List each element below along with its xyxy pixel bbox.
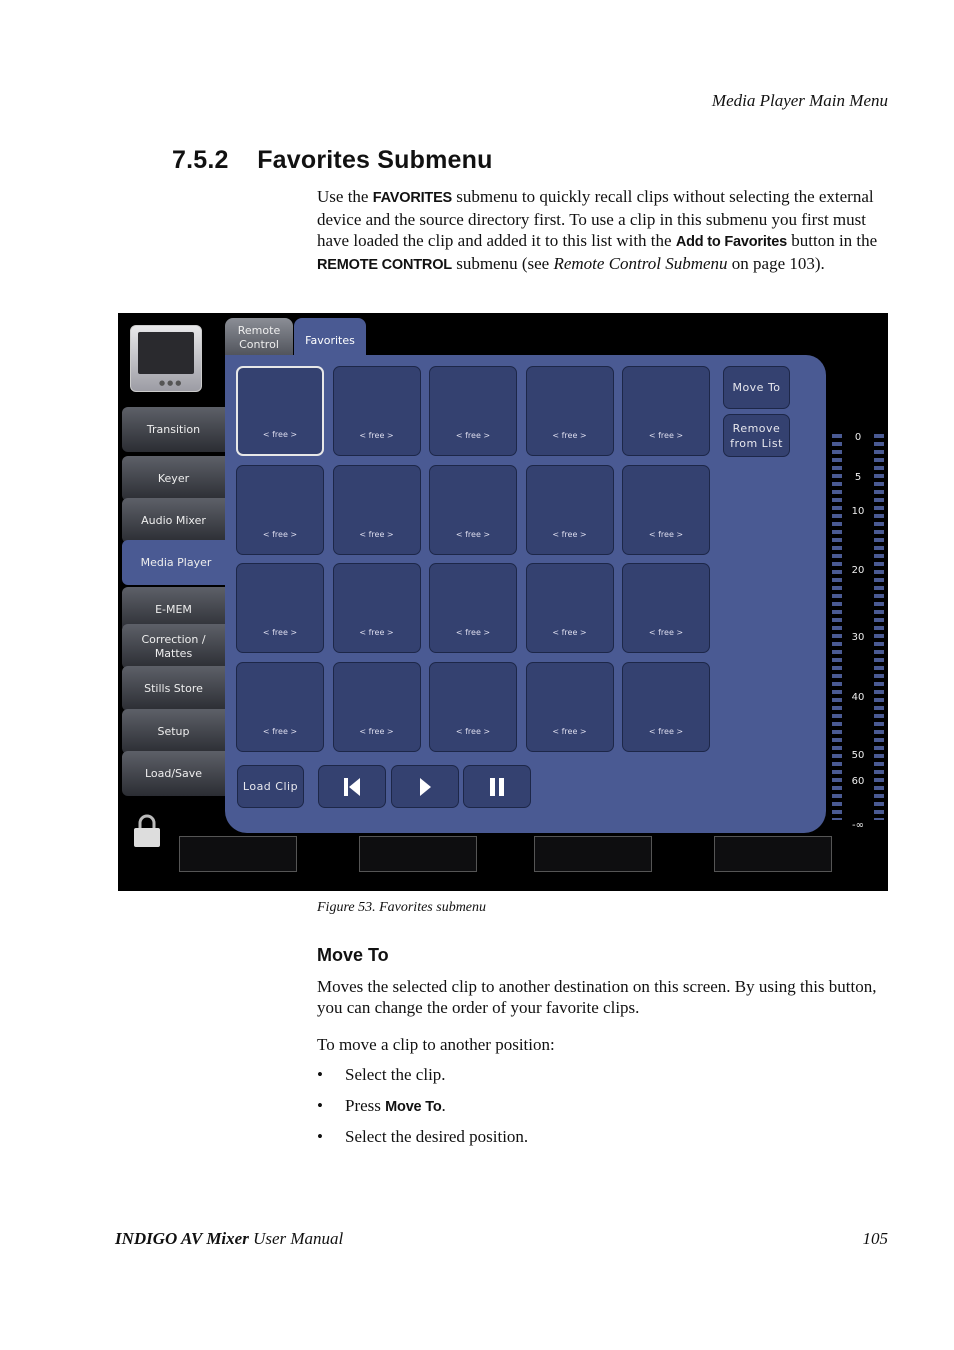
favorite-slot[interactable]: < free > [236, 662, 324, 752]
list-item: • Select the desired position. [317, 1127, 529, 1146]
favorite-slot[interactable]: < free > [333, 366, 421, 456]
favorite-slot[interactable]: < free > [333, 465, 421, 555]
list-item: • Select the clip. [317, 1065, 446, 1084]
favorite-slot[interactable]: < free > [333, 662, 421, 752]
section-number: 7.5.2 [172, 146, 229, 174]
meter-label: 50 [851, 750, 865, 761]
favorite-slot[interactable]: < free > [333, 563, 421, 653]
skip-to-start-button[interactable] [318, 765, 386, 808]
favorite-slot[interactable]: < free > [429, 662, 517, 752]
move-to-description: Moves the selected clip to another destination on this screen. By using this button, you can change the order of your favorite clips. [317, 977, 877, 1017]
favorite-slot[interactable]: < free > [236, 563, 324, 653]
intro-paragraph: Use the FAVORITES submenu to quickly recall clips without selecting the external device and the source directory first. To use a clip in this submenu you first must have loaded the clip and added it to this list with the Add to Favorites button in the REMOTE CONTROL submenu (see Remote Control Submenu on page 103). [317, 187, 878, 273]
list-item: • Press Move To. [317, 1096, 446, 1115]
lock-icon[interactable] [132, 813, 162, 849]
sidebar-item-correction-mattes[interactable]: Correction / Mattes [122, 624, 225, 669]
pause-button[interactable] [463, 765, 531, 808]
favorites-submenu-screenshot [118, 313, 888, 891]
footer-title: INDIGO AV Mixer User Manual [115, 1229, 344, 1248]
figure-caption: Figure 53. Favorites submenu [317, 900, 487, 915]
meter-label: 5 [854, 472, 862, 483]
play-icon [418, 777, 432, 797]
meter-label: 10 [851, 506, 865, 517]
favorite-slot[interactable]: < free > [622, 563, 710, 653]
favorite-slot[interactable]: < free > [236, 465, 324, 555]
meter-bar-left [832, 434, 842, 820]
sidebar-item-load-save[interactable]: Load/Save [122, 751, 225, 796]
sidebar-item-media-player[interactable]: Media Player [122, 540, 230, 585]
sidebar-item-keyer[interactable]: Keyer [122, 456, 225, 501]
page-number: 105 [862, 1229, 888, 1248]
favorite-slot[interactable]: < free > [429, 465, 517, 555]
bottom-display-1[interactable] [179, 836, 297, 872]
favorite-slot[interactable]: < free > [236, 366, 324, 456]
bottom-display-3[interactable] [534, 836, 652, 872]
play-button[interactable] [391, 765, 459, 808]
meter-label: 20 [851, 565, 865, 576]
favorite-slot[interactable]: < free > [526, 662, 614, 752]
load-clip-button[interactable]: Load Clip [237, 765, 304, 808]
meter-label: 40 [851, 692, 865, 703]
favorite-slot[interactable]: < free > [526, 563, 614, 653]
remove-from-list-button[interactable]: Remove from List [723, 414, 790, 457]
sidebar-item-setup[interactable]: Setup [122, 709, 225, 754]
favorite-slot[interactable]: < free > [526, 366, 614, 456]
sidebar-item-stills-store[interactable]: Stills Store [122, 666, 225, 711]
tab-remote-control[interactable]: Remote Control [225, 318, 293, 358]
meter-label: 60 [851, 776, 865, 787]
favorite-slot[interactable]: < free > [622, 465, 710, 555]
favorite-slot[interactable]: < free > [429, 366, 517, 456]
sidebar-item-transition[interactable]: Transition [122, 407, 225, 452]
meter-label: -∞ [852, 820, 864, 831]
subsection-heading: Move To [317, 945, 389, 965]
move-to-intro: To move a clip to another position: [317, 1035, 555, 1054]
sidebar-item-audio-mixer[interactable]: Audio Mixer [122, 498, 225, 543]
meter-bar-right [874, 434, 884, 820]
move-to-button[interactable]: Move To [723, 366, 790, 409]
pause-icon [489, 777, 505, 797]
bottom-display-2[interactable] [359, 836, 477, 872]
running-head: Media Player Main Menu [711, 91, 888, 110]
meter-label: 0 [854, 432, 862, 443]
skip-back-icon [343, 777, 361, 797]
favorite-slot[interactable]: < free > [622, 662, 710, 752]
favorite-slot[interactable]: < free > [526, 465, 614, 555]
meter-label: 30 [851, 632, 865, 643]
audio-level-meter [830, 428, 886, 831]
monitor-icon[interactable]: ●●● [130, 325, 202, 392]
tab-favorites[interactable]: Favorites [294, 318, 366, 364]
section-title [172, 146, 493, 175]
bottom-display-4[interactable] [714, 836, 832, 872]
section-title-text: Favorites Submenu [257, 146, 493, 174]
favorite-slot[interactable]: < free > [622, 366, 710, 456]
favorite-slot[interactable]: < free > [429, 563, 517, 653]
sidebar-item-e-mem[interactable]: E-MEM [122, 587, 225, 632]
